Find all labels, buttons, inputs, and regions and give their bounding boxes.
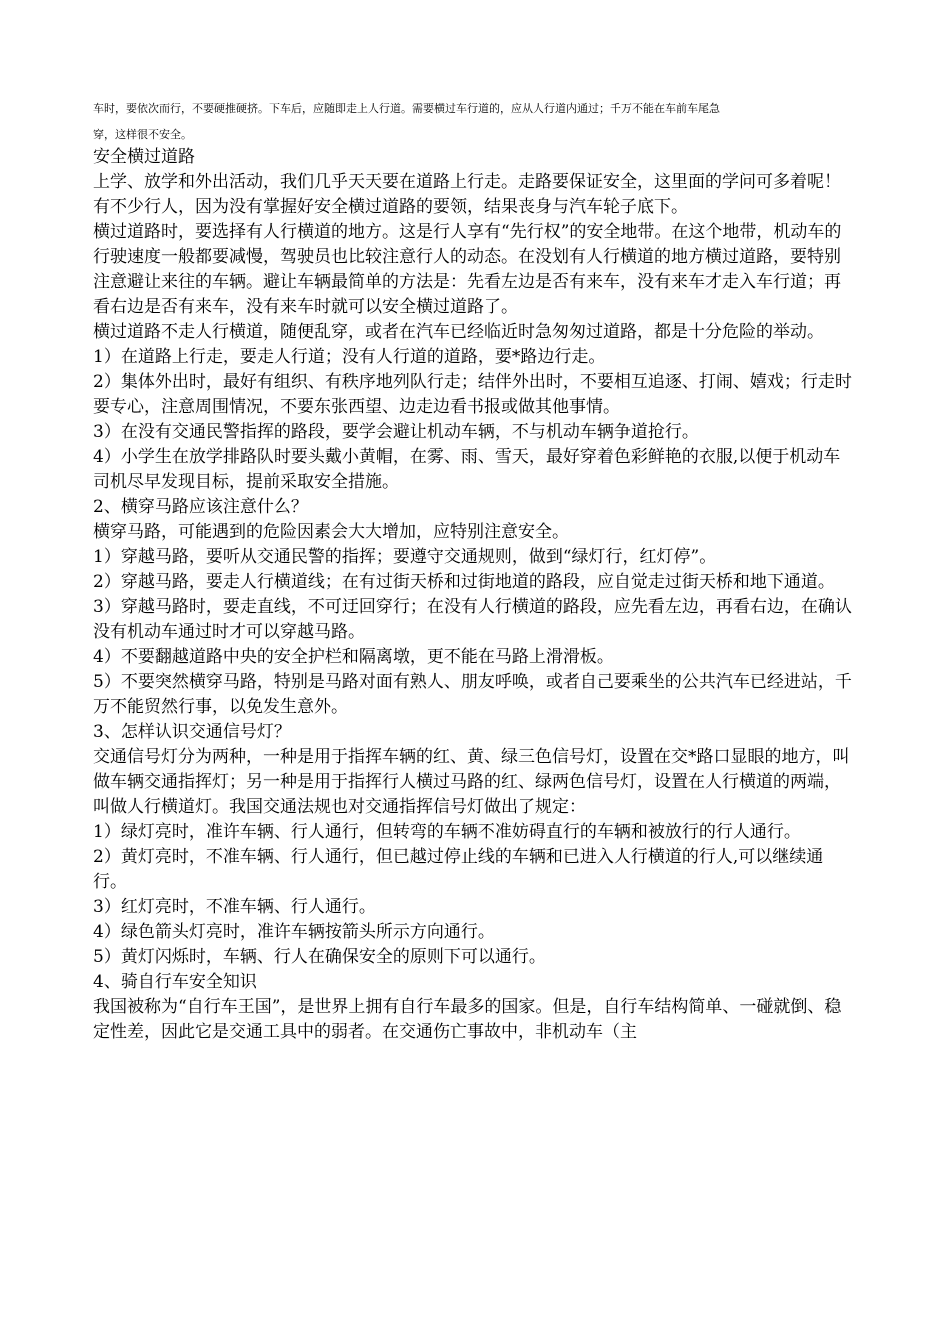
list-item: 3）在没有交通民警指挥的路段，要学会避让机动车辆，不与机动车辆争道抢行。 xyxy=(93,422,699,442)
list-item: 4）绿色箭头灯亮时，准许车辆按箭头所示方向通行。 xyxy=(93,922,495,942)
list-item: 1）穿越马路，要听从交通民警的指挥；要遵守交通规则，做到“绿灯行，红灯停”。 xyxy=(93,547,717,567)
section-heading: 安全横过道路 xyxy=(93,147,195,167)
section-heading: 4、骑自行车安全知识 xyxy=(93,972,257,992)
list-item: 5）黄灯闪烁时，车辆、行人在确保安全的原则下可以通行。 xyxy=(93,947,546,967)
list-item: 5）不要突然横穿马路，特别是马路对面有熟人、朋友呼唤，或者自己要乘坐的公共汽车已经进站，千万不能贸然行事，以免发生意外。 xyxy=(93,672,852,717)
paragraph: 横过道路不走人行横道，随便乱穿，或者在汽车已经临近时急匆匆过道路，都是十分危险的举动。 xyxy=(93,322,824,342)
section-heading: 3、怎样认识交通信号灯？ xyxy=(93,722,291,742)
paragraph: 我国被称为“自行车王国”，是世界上拥有自行车最多的国家。但是，自行车结构简单、一碰就倒、稳定性差，因此它是交通工具中的弱者。在交通伤亡事故中，非机动车（主 xyxy=(93,997,842,1042)
list-item: 1）绿灯亮时，准许车辆、行人通行，但转弯的车辆不准妨碍直行的车辆和被放行的行人通行。 xyxy=(93,822,801,842)
list-item: 3）穿越马路时，要走直线，不可迂回穿行；在没有人行横道的路段，应先看左边，再看右边，在确认没有机动车通过时才可以穿越马路。 xyxy=(93,597,852,642)
list-item: 4）小学生在放学排路队时要头戴小黄帽，在雾、雨、雪天，最好穿着色彩鲜艳的衣服,以便于机动车司机尽早发现目标，提前采取安全措施。 xyxy=(93,447,841,492)
list-item: 2）穿越马路，要走人行横道线；在有过街天桥和过街地道的路段，应自觉走过街天桥和地下通道。 xyxy=(93,572,835,592)
list-item: 3）红灯亮时，不准车辆、行人通行。 xyxy=(93,897,376,917)
paragraph: 交通信号灯分为两种，一种是用于指挥车辆的红、黄、绿三色信号灯，设置在交*路口显眼的地方，叫做车辆交通指挥灯；另一种是用于指挥行人横过马路的红、绿两色信号灯，设置在人行横道的两端，叫做人行横道灯。我国交通法规也对交通指挥信号灯做出了规定： xyxy=(93,747,850,817)
paragraph: 横过道路时，要选择有人行横道的地方。这是行人享有“先行权”的安全地带。在这个地带，机动车的行驶速度一般都要减慢，驾驶员也比较注意行人的动态。在没划有人行横道的地方横过道路，要特别注意避让来往的车辆。避让车辆最简单的方法是：先看左边是否有来车，没有来车才走入车行道；再看右边是否有来车，没有来车时就可以安全横过道路了。 xyxy=(93,222,842,317)
document-body xyxy=(93,145,853,1045)
list-item: 2）黄灯亮时，不准车辆、行人通行，但已越过停止线的车辆和已进入人行横道的行人,可以继续通行。 xyxy=(93,847,824,892)
list-item: 2）集体外出时，最好有组织、有秩序地列队行走；结伴外出时，不要相互追逐、打闹、嬉戏；行走时要专心，注意周围情况，不要东张西望、边走边看书报或做其他事情。 xyxy=(93,372,852,417)
list-item: 1）在道路上行走，要走人行道；没有人行道的道路，要*路边行走。 xyxy=(93,347,606,367)
list-item: 4）不要翻越道路中央的安全护栏和隔离墩，更不能在马路上滑滑板。 xyxy=(93,647,614,667)
paragraph: 横穿马路，可能遇到的危险因素会大大增加，应特别注意安全。 xyxy=(93,522,569,542)
section-heading: 2、横穿马路应该注意什么？ xyxy=(93,497,308,517)
paragraph: 上学、放学和外出活动，我们几乎天天要在道路上行走。走路要保证安全，这里面的学问可多着呢！有不少行人，因为没有掌握好安全横过道路的要领，结果丧身与汽车轮子底下。 xyxy=(93,172,841,217)
top-note-line-2: 穿，这样很不安全。 xyxy=(93,128,192,141)
top-note-line-1: 车时，要依次而行，不要硬推硬挤。下车后，应随即走上人行道。需要横过车行道的，应从人行道内通过；千万不能在车前车尾急 xyxy=(93,102,720,115)
